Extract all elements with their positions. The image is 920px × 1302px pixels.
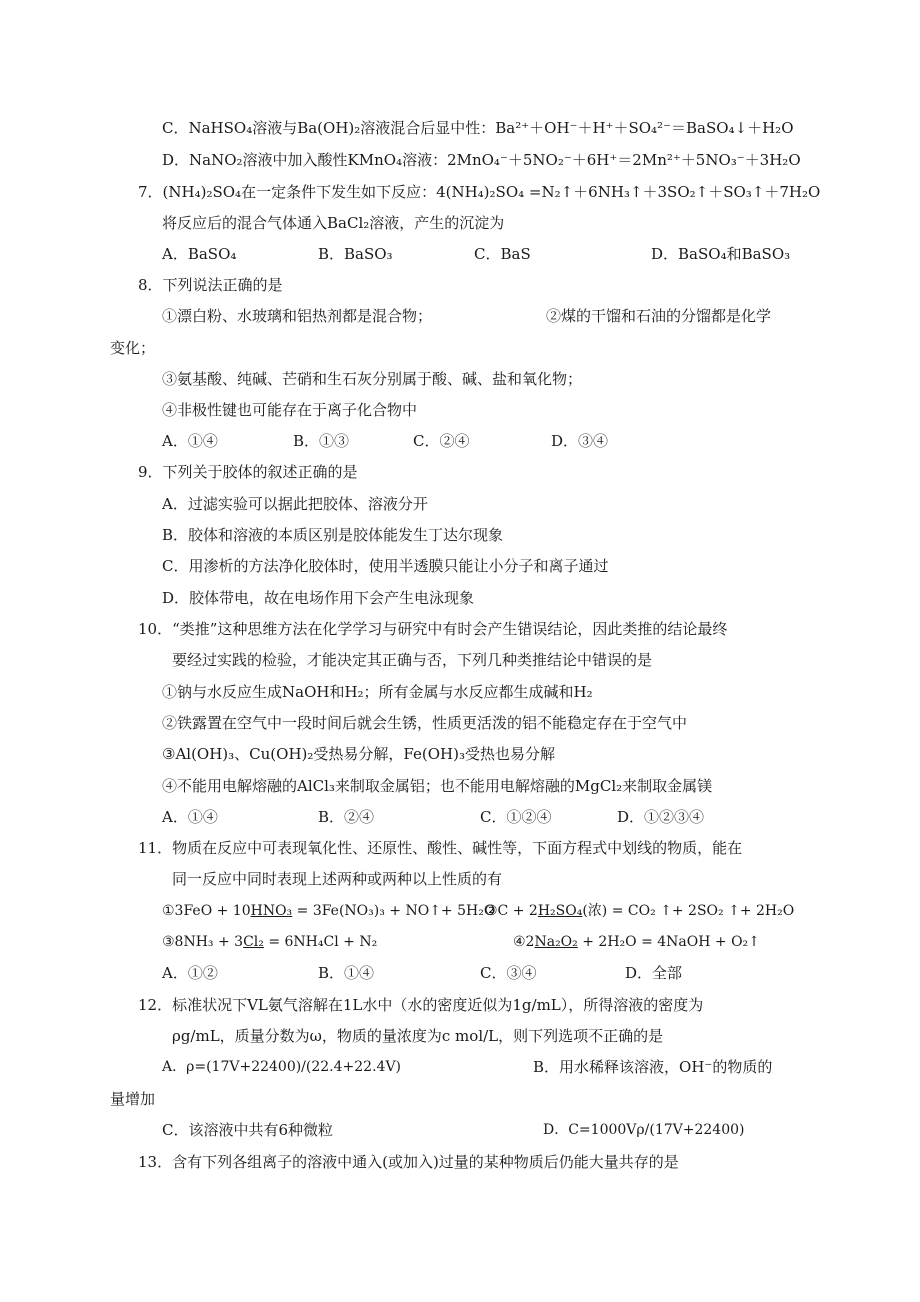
q9-option-a: A．过滤实验可以据此把胶体、溶液分开 bbox=[162, 495, 428, 513]
q11-equation-3 bbox=[162, 932, 377, 952]
q10-statement-4: ④不能用电解熔融的AlCl₃来制取金属铝；也不能用电解熔融的MgCl₂来制取金属镁 bbox=[162, 777, 713, 795]
q10-option-c: C．①②④ bbox=[480, 808, 552, 826]
q7-stem-line1: 7．(NH₄)₂SO₄在一定条件下发生如下反应：4(NH₄)₂SO₄ =N₂↑＋6NH₃↑＋3SO₂↑＋SO₃↑＋7H₂O bbox=[138, 183, 821, 201]
q11-eq2-underlined: H₂SO₄ bbox=[537, 903, 583, 919]
q10-statement-1: ①钠与水反应生成NaOH和H₂；所有金属与水反应都生成碱和H₂ bbox=[162, 683, 593, 701]
q11-eq2-right: (浓) = CO₂ ↑+ 2SO₂ ↑+ 2H₂O bbox=[582, 903, 795, 919]
q9-option-d: D．胶体带电，故在电场作用下会产生电泳现象 bbox=[162, 589, 475, 607]
q8-statement-1: ①漂白粉、水玻璃和铝热剂都是混合物； bbox=[162, 307, 433, 325]
q13-stem: 13．含有下列各组离子的溶液中通入(或加入)过量的某种物质后仍能大量共存的是 bbox=[138, 1153, 679, 1171]
q8-statement-2-cont: 变化； bbox=[110, 339, 156, 357]
q10-option-d: D．①②③④ bbox=[617, 808, 705, 826]
q12-option-b: B．用水稀释该溶液，OH⁻的物质的 bbox=[533, 1058, 773, 1076]
q10-stem-line2: 要经过实践的检验，才能决定其正确与否，下列几种类推结论中错误的是 bbox=[172, 651, 653, 669]
q8-stem: 8．下列说法正确的是 bbox=[138, 276, 283, 294]
q11-eq3-right: = 6NH₄Cl + N₂ bbox=[263, 934, 378, 950]
q11-stem-line2: 同一反应中同时表现上述两种或两种以上性质的有 bbox=[172, 870, 503, 888]
q7-stem-line2: 将反应后的混合气体通入BaCl₂溶液，产生的沉淀为 bbox=[162, 214, 505, 232]
q11-eq4-underlined: Na₂O₂ bbox=[534, 934, 578, 950]
q11-eq4-left: ④2 bbox=[513, 934, 535, 950]
q8-statement-4: ④非极性键也可能存在于离子化合物中 bbox=[162, 401, 418, 419]
q12-option-b-cont: 量增加 bbox=[110, 1090, 156, 1108]
q11-equation-2 bbox=[485, 901, 794, 921]
q11-option-d: D．全部 bbox=[625, 964, 683, 982]
q10-statement-2: ②铁露置在空气中一段时间后就会生锈，性质更活泼的铝不能稳定存在于空气中 bbox=[162, 714, 688, 732]
q11-eq3-left: ③8NH₃ + 3 bbox=[162, 934, 244, 950]
q12-option-a: A．ρ=(17V+22400)/(22.4+22.4V) bbox=[162, 1059, 402, 1075]
q9-option-c: C．用渗析的方法净化胶体时，使用半透膜只能让小分子和离子通过 bbox=[162, 557, 609, 575]
q11-equation-1 bbox=[162, 901, 495, 921]
q12-option-c: C．该溶液中共有6种微粒 bbox=[162, 1121, 334, 1139]
q8-option-b: B．①③ bbox=[293, 432, 350, 450]
q11-eq3-underlined: Cl₂ bbox=[243, 934, 264, 950]
q8-statement-2: ②煤的干馏和石油的分馏都是化学 bbox=[546, 307, 772, 325]
q11-eq1-left: ①3FeO + 10 bbox=[162, 903, 251, 919]
q10-stem-line1: 10．“类推”这种思维方法在化学学习与研究中有时会产生错误结论，因此类推的结论最终 bbox=[138, 620, 728, 638]
q7-option-c: C．BaS bbox=[474, 245, 531, 263]
q11-option-b: B．①④ bbox=[318, 964, 375, 982]
q11-eq1-right: = 3Fe(NO₃)₃ + NO↑+ 5H₂O bbox=[292, 903, 496, 919]
q9-option-b: B．胶体和溶液的本质区别是胶体能发生丁达尔现象 bbox=[162, 526, 504, 544]
q12-stem-line1: 12．标准状况下VL氨气溶解在1L水中（水的密度近似为1g/mL），所得溶液的密度为 bbox=[138, 996, 704, 1014]
q11-eq1-underlined: HNO₃ bbox=[250, 903, 293, 919]
q9-stem: 9．下列关于胶体的叙述正确的是 bbox=[138, 463, 358, 481]
q7-option-a: A．BaSO₄ bbox=[162, 245, 237, 263]
q10-option-b: B．②④ bbox=[318, 808, 375, 826]
q8-statement-3: ③氨基酸、纯碱、芒硝和生石灰分别属于酸、碱、盐和氧化物； bbox=[162, 370, 583, 388]
q6-option-d: D．NaNO₂溶液中加入酸性KMnO₄溶液：2MnO₄⁻＋5NO₂⁻＋6H⁺＝2Mn²⁺＋5NO₃⁻＋3H₂O bbox=[162, 151, 801, 169]
q7-option-d: D．BaSO₄和BaSO₃ bbox=[651, 245, 791, 263]
q11-stem-line1: 11．物质在反应中可表现氧化性、还原性、酸性、碱性等，下面方程式中划线的物质，能在 bbox=[138, 839, 743, 857]
q12-option-d: D．C=1000Vρ/(17V+22400) bbox=[543, 1122, 745, 1138]
q7-option-b: B．BaSO₃ bbox=[318, 245, 393, 263]
q11-equation-4 bbox=[513, 932, 760, 952]
q11-option-c: C．③④ bbox=[480, 964, 537, 982]
q8-option-a: A．①④ bbox=[162, 432, 218, 450]
q11-eq4-right: + 2H₂O = 4NaOH + O₂↑ bbox=[577, 934, 760, 950]
q12-stem-line2: ρg/mL，质量分数为ω，物质的量浓度为c mol/L，则下列选项不正确的是 bbox=[172, 1027, 664, 1045]
q11-option-a: A．①② bbox=[162, 964, 218, 982]
q11-eq2-left: ②C + 2 bbox=[485, 903, 538, 919]
q8-option-d: D．③④ bbox=[551, 432, 609, 450]
q6-option-c: C．NaHSO₄溶液与Ba(OH)₂溶液混合后显中性：Ba²⁺＋OH⁻＋H⁺＋SO₄²⁻＝BaSO₄↓＋H₂O bbox=[162, 119, 794, 137]
q10-statement-3: ③Al(OH)₃、Cu(OH)₂受热易分解，Fe(OH)₃受热也易分解 bbox=[162, 745, 555, 763]
q10-option-a: A．①④ bbox=[162, 808, 218, 826]
q8-option-c: C．②④ bbox=[413, 432, 470, 450]
